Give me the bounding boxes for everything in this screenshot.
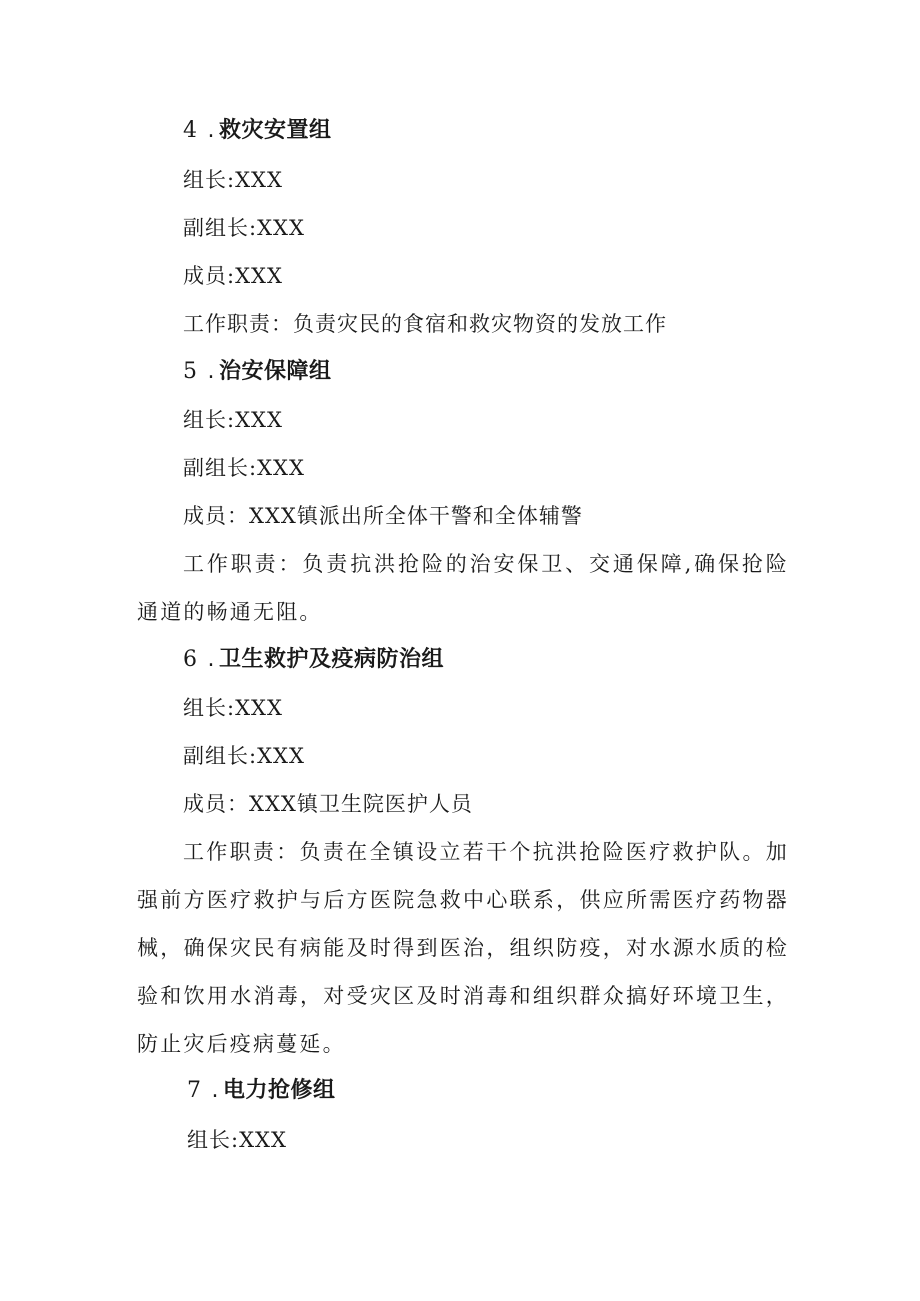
members-line: 成员：XXX镇卫生院医护人员 (183, 792, 473, 816)
section-number: 6 (183, 647, 198, 672)
section-separator: . (211, 1078, 219, 1103)
section-title: 救灾安置组 (219, 118, 332, 143)
section-title: 卫生救护及疫病防治组 (219, 647, 445, 672)
duty-paragraph: 工作职责：负责在全镇设立若干个抗洪抢险医疗救护队。加强前方医疗救护与后方医院急救中心联系，供应所需医疗药物器械，确保灾民有病能及时得到医治，组织防疫，对水源水质的检验和饮用水消毒，对受灾区及时消毒和组织群众搞好环境卫生，防止灾后疫病蔓延。 (137, 840, 789, 1056)
section-number: 7 (187, 1078, 202, 1103)
section-heading (183, 646, 444, 674)
section-separator: . (207, 647, 215, 672)
section-title: 电力抢修组 (223, 1078, 336, 1103)
duty-line: 工作职责：负责灾民的食宿和救灾物资的发放工作 (183, 312, 667, 336)
leader-line: 组长:XXX (183, 408, 283, 432)
members-line: 成员:XXX (183, 264, 283, 288)
section-title: 治安保障组 (219, 359, 332, 384)
leader-line: 组长:XXX (187, 1128, 287, 1152)
deputy-leader-line: 副组长:XXX (183, 744, 305, 768)
duty-paragraph: 工作职责：负责抗洪抢险的治安保卫、交通保障,确保抢险通道的畅通无阻。 (137, 552, 789, 624)
section-heading (187, 1077, 336, 1105)
deputy-leader-line: 副组长:XXX (183, 456, 305, 480)
deputy-leader-line: 副组长:XXX (183, 216, 305, 240)
section-number: 5 (183, 359, 198, 384)
section-separator: . (207, 118, 215, 143)
section-heading (183, 358, 332, 386)
section-number: 4 (183, 118, 198, 143)
members-line: 成员：XXX镇派出所全体干警和全体辅警 (183, 504, 583, 528)
section-heading (183, 117, 332, 145)
section-separator: . (207, 359, 215, 384)
leader-line: 组长:XXX (183, 696, 283, 720)
leader-line: 组长:XXX (183, 168, 283, 192)
